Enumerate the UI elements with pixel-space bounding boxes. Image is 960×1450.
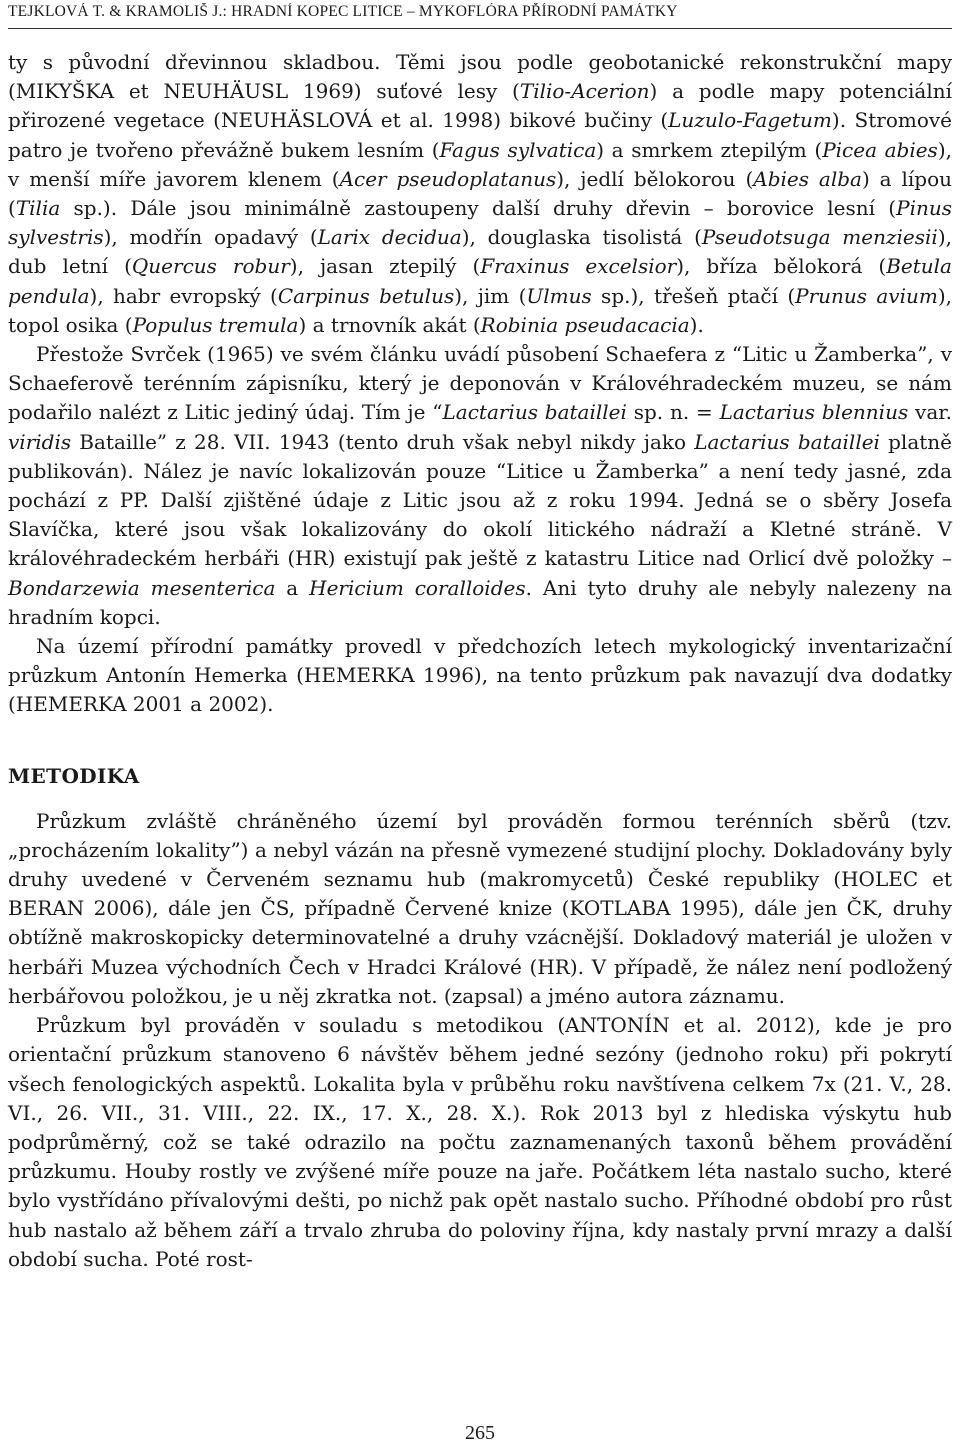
paragraph <box>8 48 952 340</box>
text-run: ty s původní dřevinnou skladbou. Těmi jsou podle geobotanické rekonstrukční mapy (MIKYŠKA et NEUHÄUSL 1969) suťové lesy ( <box>8 50 952 104</box>
text-run: ) a podle mapy potenciální přirozené vegetace (NEUHÄSLOVÁ et al. 1998) bikové bučiny ( <box>8 79 952 133</box>
text-run: ), habr evropský ( <box>89 283 278 308</box>
text-run: Bataille” z 28. VII. 1943 (tento druh však nebyl nikdy jako <box>71 429 695 454</box>
text-run: ), modřín opadavý ( <box>103 225 318 250</box>
text-run: Přestože Svrček (1965) ve svém článku uvádí působení Schaefera z “Litic u Žamberka”, v Schaeferově terénním zápisníku, který je deponován v Královéhradeckém muzeu, se nám podařilo nalézt z Litic jediný údaj. Tím je “ <box>8 342 952 425</box>
taxon-name: Fagus sylvatica <box>439 137 597 162</box>
taxon-name: Lactarius bataillei <box>694 429 880 454</box>
taxon-name: Prunus avium <box>795 283 938 308</box>
taxon-name: Betula pendula <box>8 254 952 308</box>
text-run: ), douglaska tisolistá ( <box>461 225 702 250</box>
taxon-name: Bondarzewia mesenterica <box>8 575 276 600</box>
page-number: 265 <box>465 1422 495 1444</box>
text-run: var. <box>908 400 952 425</box>
taxon-name: Populus tremula <box>132 312 299 337</box>
body-text <box>8 48 952 1274</box>
section-heading: METODIKA <box>8 763 140 788</box>
running-head: TEJKLOVÁ T. & KRAMOLIŠ J.: HRADNÍ KOPEC LITICE – MYKOFLÓRA PŘÍRODNÍ PAMÁTKY <box>8 3 678 20</box>
header-rule <box>8 28 952 29</box>
taxon-name: Lactarius bataillei <box>442 400 627 425</box>
text-run: ), v menší míře javorem klenem ( <box>8 137 952 191</box>
text-run: ), jasan ztepilý ( <box>289 254 481 279</box>
taxon-name: Robinia pseudacacia <box>480 312 690 337</box>
text-run: a <box>275 575 310 600</box>
taxon-name: Carpinus betulus <box>277 283 455 308</box>
taxon-name: Tilio-Acerion <box>519 79 650 104</box>
text-run: Na území přírodní památky provedl v předchozích letech mykologický inventarizační průzkum Antonín Hemerka (HEMERKA 1996), na tento průzkum pak navazují dva dodatky (HEMERKA 2001 a 2002). <box>8 634 952 717</box>
taxon-name: Luzulo-Fagetum <box>668 108 832 133</box>
text-run: ), dub letní ( <box>8 225 952 279</box>
text-run: ) a lípou ( <box>8 166 952 221</box>
text-run: platně publikován). Nález je navíc lokalizován pouze “Litice u Žamberka” a není tedy jasné, zda pochází z PP. Další zjištěné údaje z Litic jsou až z roku 1994. Jedná se o sběry Josefa Slavíčka, které jsou však lokalizovány do okolí litického nádraží a Kletné stráně. V královéhradeckém herbáři (HR) existují pak ještě z katastru Litice nad Orlicí dvě položky – <box>8 429 952 571</box>
taxon-name: Picea abies <box>822 137 938 162</box>
taxon-name: Quercus robur <box>131 254 290 279</box>
taxon-name: Pseudotsuga menziesii <box>701 225 938 250</box>
taxon-name: Tilia <box>15 196 61 221</box>
paragraph <box>8 340 952 632</box>
taxon-name: Ulmus <box>526 283 592 308</box>
text-run: ) a smrkem ztepilým ( <box>596 137 823 162</box>
taxon-name: Larix decidua <box>317 225 462 250</box>
taxon-name: Acer pseudoplatanus <box>339 166 557 191</box>
text-run: Průzkum zvláště chráněného území byl prováděn formou terénních sběrů (tzv. „procházením lokality”) a nebyl vázán na přesně vymezené studijní plochy. Dokladovány byly druhy uvedené v Červeném seznamu hub (makromycetů) České republiky (HOLEC et BERAN 2006), dále jen ČS, případně Červené knize (KOTLABA 1995), dále jen ČK, druhy obtížně makroskopicky determinovatelné a druhy vzácnější. Dokladový materiál je uložen v herbáři Muzea východních Čech v Hradci Králové (HR). V případě, že nález není podložený herbářovou položkou, je u něj zkratka not. (zapsal) a jméno autora záznamu. <box>8 808 952 1008</box>
text-run: ), bříza bělokorá ( <box>676 254 887 279</box>
text-run: ), topol osika ( <box>8 283 953 337</box>
text-run: sp. n. = <box>626 400 720 425</box>
text-run: ) a trnovník akát ( <box>298 312 481 337</box>
taxon-name: Hericium coralloides <box>309 575 526 600</box>
paragraph <box>8 632 952 720</box>
taxon-name: Fraxinus excelsior <box>480 254 677 279</box>
text-run: sp.), třešeň ptačí ( <box>591 283 796 308</box>
paragraph <box>8 1011 952 1274</box>
text-run: ), jedlí bělokorou ( <box>556 166 754 191</box>
text-run: ), jim ( <box>454 283 527 308</box>
text-run: sp.). Dále jsou minimálně zastoupeny další druhy dřevin – borovice lesní ( <box>60 196 897 221</box>
taxon-name: Lactarius blennius <box>719 400 909 425</box>
taxon-name: viridis <box>8 429 72 454</box>
text-run: Průzkum byl prováděn v souladu s metodikou (ANTONÍN et al. 2012), kde je pro orientační průzkum stanoveno 6 návštěv během jedné sezóny (jednoho roku) při pokrytí všech fenologických aspektů. Lokalita byla v průběhu roku navštívena celkem 7x (21. V., 28. VI., 26. VII., 31. VIII., 22. IX., 17. X., 28. X.). Rok 2013 byl z hlediska výskytu hub podprůměrný, což se také odrazilo na počtu zaznamenaných taxonů během provádění průzkumu. Houby rostly ve zvýšené míře pouze na jaře. Počátkem léta nastalo sucho, které bylo vystřídáno přívalovými dešti, po nichž pak opět nastalo sucho. Příhodné období pro růst hub nastalo až během září a trvalo zhruba do poloviny října, kdy nastaly první mrazy a další období sucha. Poté rost- <box>8 1013 952 1271</box>
text-run: ). Stromové patro je tvořeno převážně bukem lesním ( <box>8 108 952 162</box>
taxon-name: Pinus sylvestris <box>8 196 952 250</box>
paragraph <box>8 807 952 1011</box>
taxon-name: Abies alba <box>753 166 862 191</box>
text-run: ). <box>689 312 704 337</box>
text-run: . Ani tyto druhy ale nebyly nalezeny na hradním kopci. <box>8 575 953 629</box>
